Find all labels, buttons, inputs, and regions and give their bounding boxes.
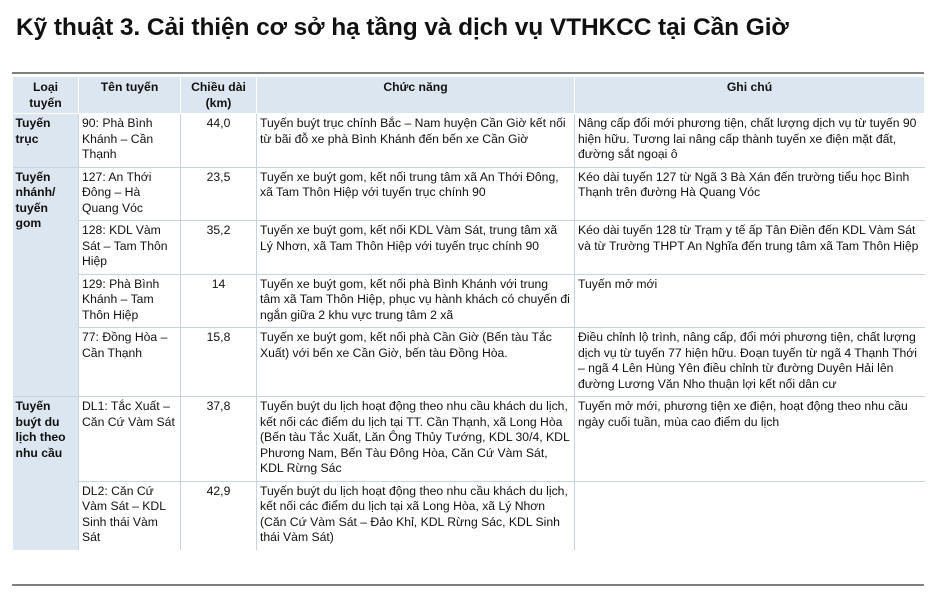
route-function-cell: Tuyến buýt trục chính Bắc – Nam huyện Cần Giờ kết nối từ bãi đỗ xe phà Bình Khánh đến bến xe Cần Giờ	[257, 114, 575, 168]
route-note-cell: Nâng cấp đổi mới phương tiện, chất lượng dịch vụ từ tuyến 90 hiện hữu. Tương lai nâng cấp thành tuyến xe điện mặt đất, đường sắt ngoại ô	[575, 114, 925, 168]
route-function-cell: Tuyến xe buýt gom, kết nối phà Cần Giờ (Bến tàu Tắc Xuất) với bến xe Cần Giờ, bến tàu Đồng Hòa.	[257, 328, 575, 397]
route-name-cell: 77: Đồng Hòa – Cần Thạnh	[79, 328, 181, 397]
page-title: Kỹ thuật 3. Cải thiện cơ sở hạ tầng và dịch vụ VTHKCC tại Cần Giờ	[16, 14, 789, 41]
route-name-cell: 90: Phà Bình Khánh – Cần Thạnh	[79, 114, 181, 168]
route-note-cell: Kéo dài tuyến 128 từ Trạm y tế ấp Tân Điền đến KDL Vàm Sát và từ Trường THPT An Nghĩa đến trung tâm xã Tam Thôn Hiệp	[575, 221, 925, 275]
route-function-cell: Tuyến xe buýt gom, kết nối KDL Vàm Sát, trung tâm xã Lý Nhơn, xã Tam Thôn Hiệp với tuyến trục chính 90	[257, 221, 575, 275]
route-note-cell: Tuyến mở mới	[575, 274, 925, 328]
route-note-cell	[575, 481, 925, 550]
table-row	[13, 167, 925, 221]
table-row	[13, 397, 925, 482]
header-function: Chức năng	[257, 77, 575, 114]
route-name-cell: 128: KDL Vàm Sát – Tam Thôn Hiệp	[79, 221, 181, 275]
route-name-cell: DL1: Tắc Xuất – Căn Cứ Vàm Sát	[79, 397, 181, 482]
route-name-cell: 129: Phà Bình Khánh – Tam Thôn Hiệp	[79, 274, 181, 328]
route-type-cell: Tuyến buýt du lịch theo nhu cầu	[13, 397, 79, 550]
table-bottom-rule	[12, 584, 924, 586]
route-note-cell: Kéo dài tuyến 127 từ Ngã 3 Bà Xán đến trường tiểu học Bình Thạnh trên đường Hà Quang Vóc	[575, 167, 925, 221]
route-name-cell: DL2: Căn Cứ Vàm Sát – KDL Sinh thái Vàm Sát	[79, 481, 181, 550]
route-name-cell: 127: An Thới Đông – Hà Quang Vóc	[79, 167, 181, 221]
route-function-cell: Tuyến xe buýt gom, kết nối trung tâm xã An Thới Đông, xã Tam Thôn Hiệp với tuyến trục chính 90	[257, 167, 575, 221]
route-table	[12, 76, 925, 550]
table-row	[13, 274, 925, 328]
route-length-cell: 23,5	[181, 167, 257, 221]
route-note-cell: Điều chỉnh lộ trình, nâng cấp, đổi mới phương tiện, chất lượng dịch vụ từ tuyến 77 hiện hữu. Đoạn tuyến từ ngã 4 Thạnh Thới – ngã 4 Lên Hùng Yên điều chỉnh từ đường Duyên Hải lên đường Lương Văn Nho thuận lợi kết nối dân cư	[575, 328, 925, 397]
table-row	[13, 221, 925, 275]
header-length: Chiều dài (km)	[181, 77, 257, 114]
header-route-type: Loại tuyến	[13, 77, 79, 114]
table-row	[13, 114, 925, 168]
header-note: Ghi chú	[575, 77, 925, 114]
table-top-rule	[12, 72, 924, 74]
route-length-cell: 42,9	[181, 481, 257, 550]
table-header	[13, 77, 925, 114]
route-length-cell: 37,8	[181, 397, 257, 482]
route-function-cell: Tuyến buýt du lịch hoạt động theo nhu cầu khách du lịch, kết nối các điểm du lịch tại xã Long Hòa, xã Lý Nhơn (Căn Cứ Vàm Sát – Đảo Khỉ, KDL Rừng Sác, KDL Sinh thái Vàm Sát)	[257, 481, 575, 550]
route-type-cell: Tuyến trục	[13, 114, 79, 168]
table-row	[13, 481, 925, 550]
route-function-cell: Tuyến xe buýt gom, kết nối phà Bình Khánh với trung tâm xã Tam Thôn Hiệp, phục vụ hành khách có chuyến đi ngắn giữa 2 khu vực trung tâm 2 xã	[257, 274, 575, 328]
header-route-name: Tên tuyến	[79, 77, 181, 114]
route-note-cell: Tuyến mở mới, phương tiện xe điện, hoạt động theo nhu cầu ngày cuối tuần, mùa cao điểm du lịch	[575, 397, 925, 482]
route-length-cell: 14	[181, 274, 257, 328]
route-length-cell: 35,2	[181, 221, 257, 275]
table-body	[13, 114, 925, 550]
route-function-cell: Tuyến buýt du lịch hoạt động theo nhu cầu khách du lịch, kết nối các điểm du lịch tại TT. Cần Thạnh, xã Long Hòa (Bến tàu Tắc Xuất, Lăn Ông Thủy Tướng, KDL 30/4, KDL Phương Nam, Bến Tàu Đông Hòa, Căn Cứ Vàm Sát, KDL Rừng Sác	[257, 397, 575, 482]
route-length-cell: 15,8	[181, 328, 257, 397]
route-length-cell: 44,0	[181, 114, 257, 168]
route-type-cell: Tuyến nhánh/ tuyến gom	[13, 167, 79, 397]
table-row	[13, 328, 925, 397]
